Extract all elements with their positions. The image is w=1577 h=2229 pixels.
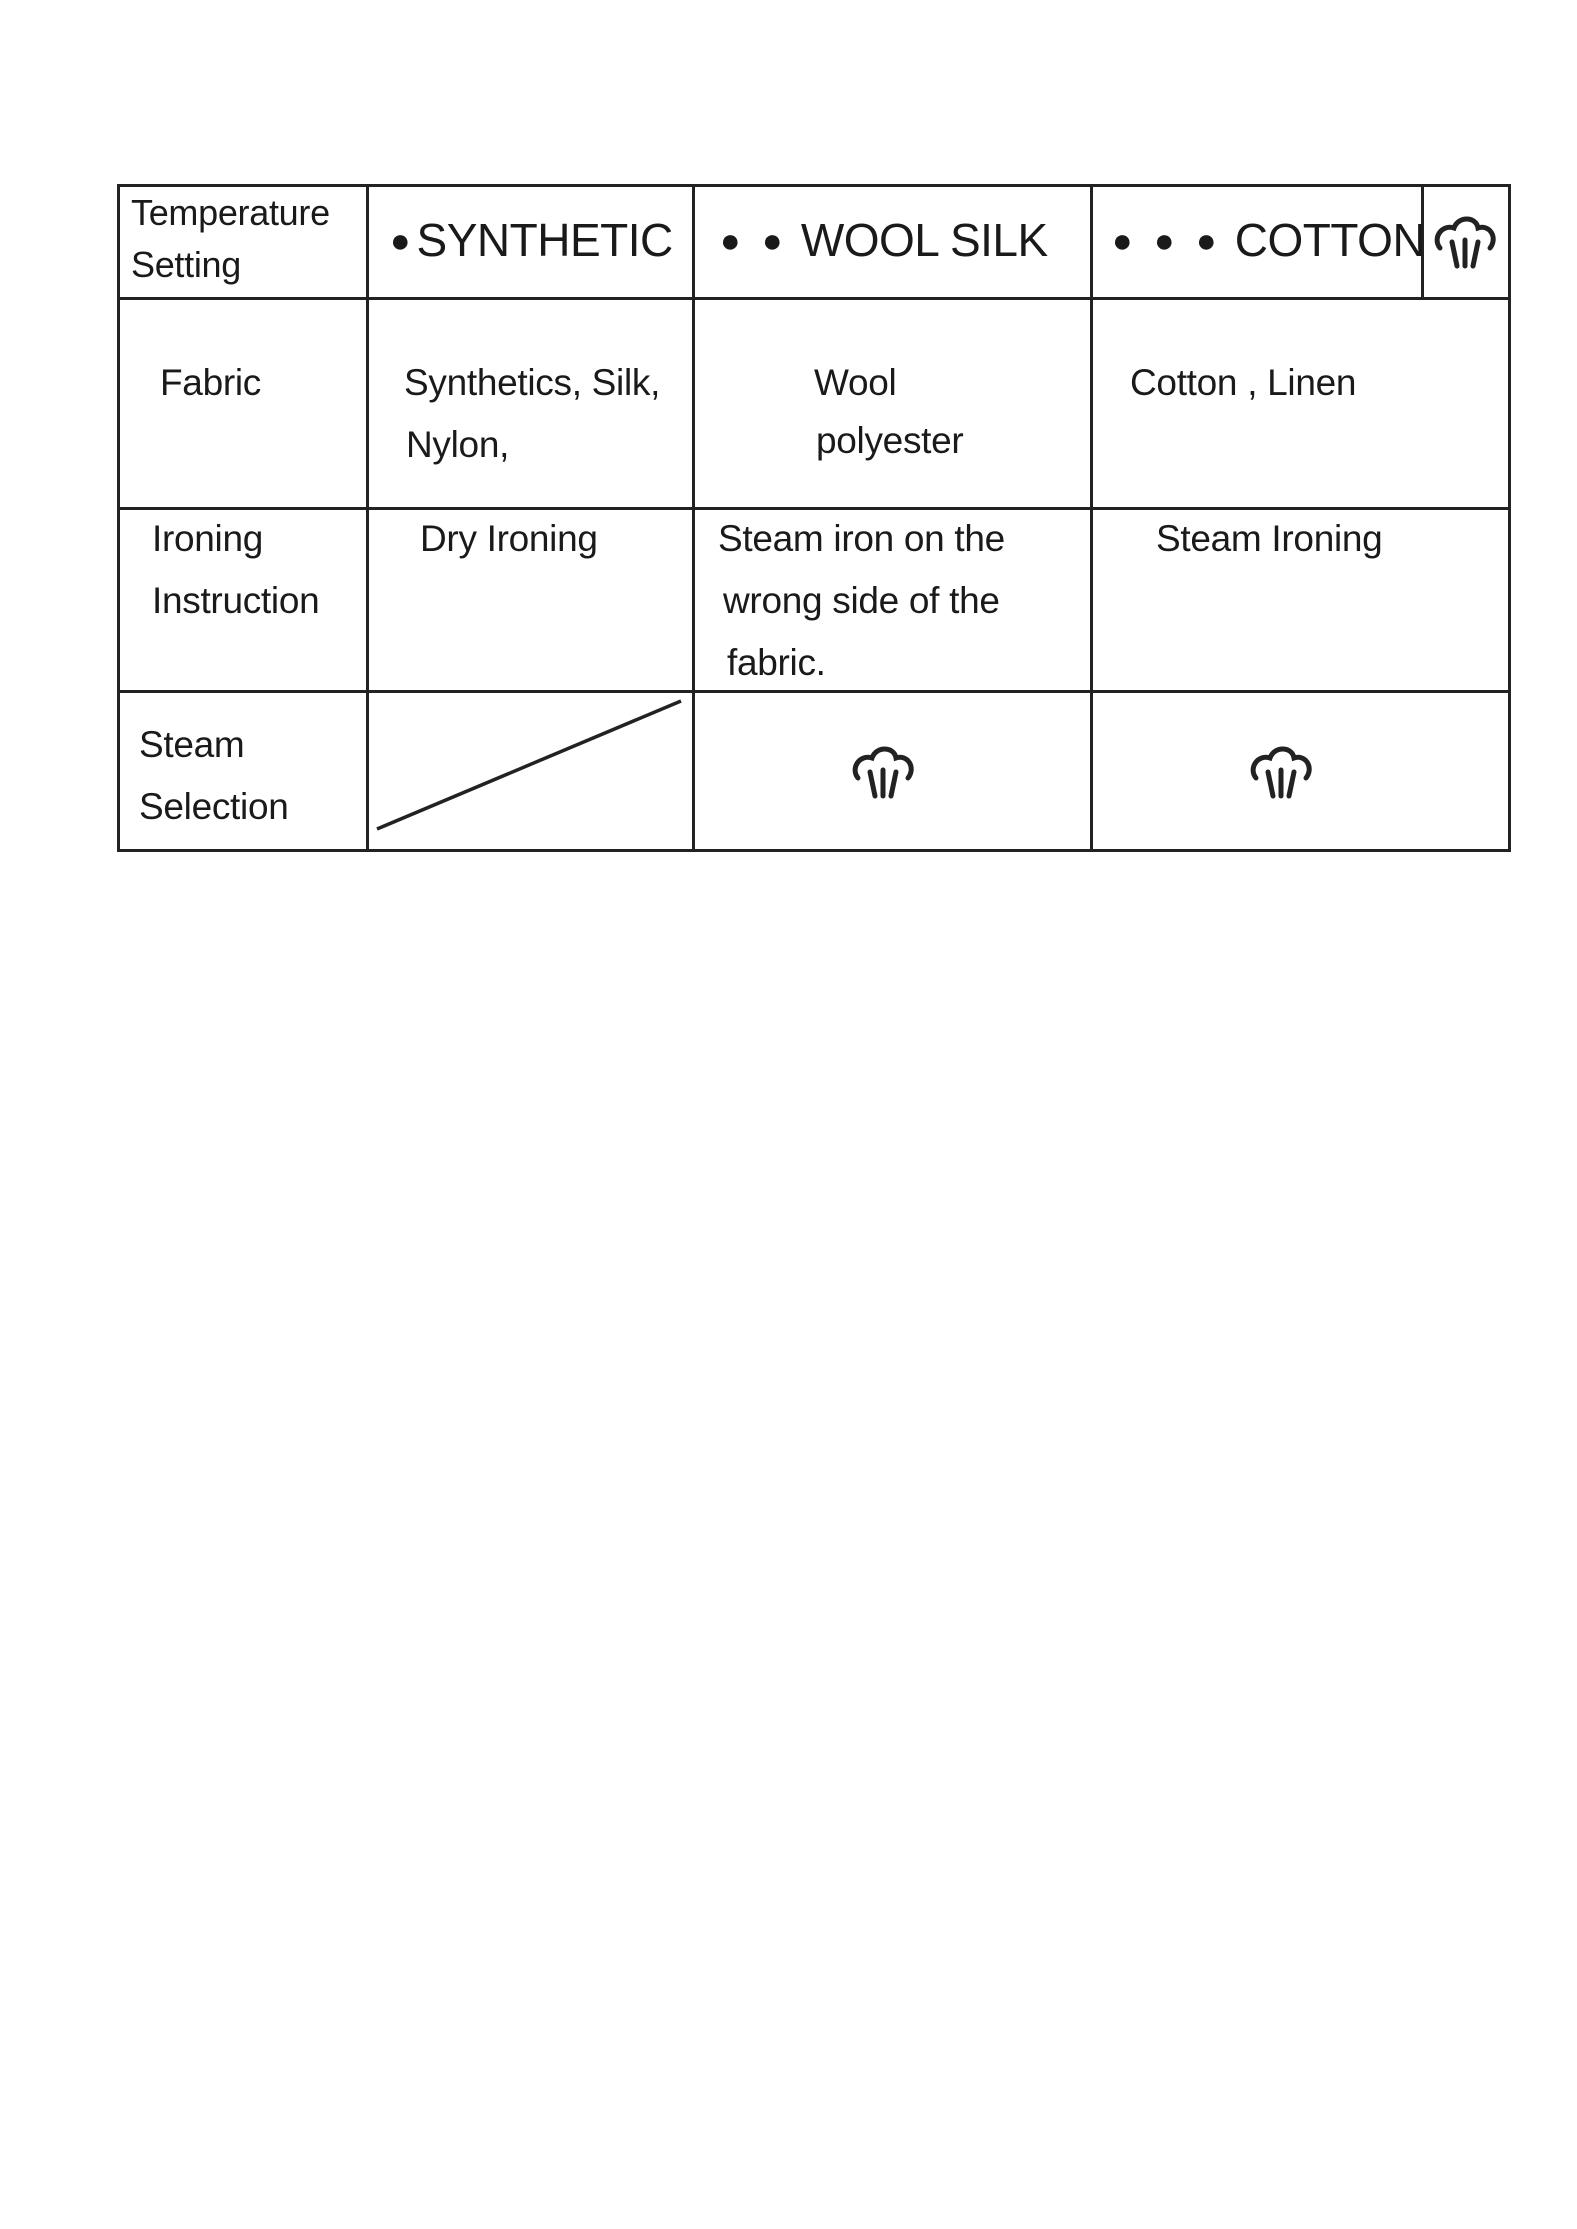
- setting-name-cotton: COTTON: [1234, 214, 1426, 266]
- setting-name-synthetic: SYNTHETIC: [416, 214, 673, 266]
- fabric-wool-silk-line2: polyester: [816, 420, 964, 461]
- column-divider: [692, 184, 695, 852]
- row-header-temperature-line2: Setting: [131, 244, 241, 285]
- instruction-wool-silk-line2: wrong side of the: [723, 580, 1000, 621]
- steam-icon: [1248, 742, 1314, 804]
- instruction-cotton: Steam Ironing: [1156, 518, 1383, 559]
- row-header-ironing-line1: Ironing: [152, 518, 264, 559]
- row-header-steam-line1: Steam: [139, 724, 245, 765]
- instruction-wool-silk-line3: fabric.: [727, 642, 826, 683]
- temperature-dots-2: ● ●: [720, 222, 789, 260]
- row-divider: [117, 297, 1511, 300]
- steam-icon: [850, 742, 916, 804]
- setting-name-wool-silk: WOOL SILK: [800, 214, 1048, 266]
- instruction-synthetic: Dry Ironing: [420, 518, 598, 559]
- temperature-dots-1: ●: [390, 222, 417, 260]
- row-header-temperature-line1: Temperature: [131, 192, 330, 233]
- column-divider: [1090, 184, 1093, 852]
- instruction-wool-silk-line1: Steam iron on the: [718, 518, 1005, 559]
- fabric-synthetic-line2: Nylon,: [406, 424, 510, 465]
- row-header-fabric: Fabric: [160, 362, 261, 403]
- fabric-wool-silk-line1: Wool: [814, 362, 897, 403]
- temperature-dots-3: ● ● ●: [1112, 222, 1223, 260]
- fabric-synthetic-line1: Synthetics, Silk,: [404, 362, 661, 403]
- setting-wool-silk-header: [720, 212, 1048, 273]
- fabric-cotton-line1: Cotton , Linen: [1130, 362, 1357, 403]
- no-steam-slash: [369, 693, 692, 849]
- setting-cotton-header: [1112, 212, 1425, 273]
- setting-synthetic-header: [390, 212, 673, 273]
- row-header-steam-line2: Selection: [139, 786, 289, 827]
- row-header-ironing-line2: Instruction: [152, 580, 320, 621]
- steam-icon: [1432, 212, 1498, 274]
